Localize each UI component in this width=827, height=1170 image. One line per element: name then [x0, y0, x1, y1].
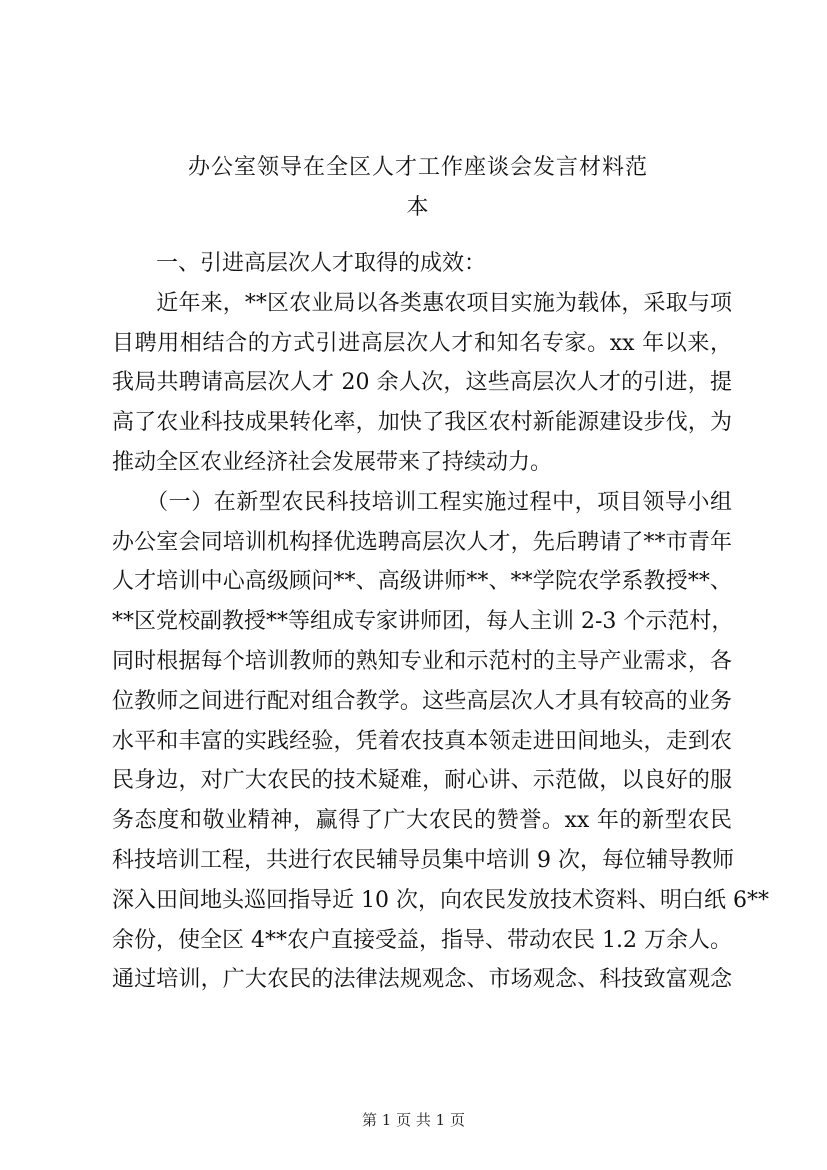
text-line: 务态度和敬业精神，赢得了广大农民的赞誉。xx 年的新型农民 [112, 808, 732, 834]
text-line: 通过培训，广大农民的法律法规观念、市场观念、科技致富观念 [112, 967, 732, 993]
text-line: 同时根据每个培训教师的熟知专业和示范村的主导产业需求，各 [112, 648, 732, 674]
text-line: 位教师之间进行配对组合教学。这些高层次人才具有较高的业务 [112, 688, 732, 714]
title-line: 办公室领导在全区人才工作座谈会发言材料范 [187, 155, 648, 180]
text-line: 深入田间地头巡回指导近 10 次，向农民发放技术资料、明白纸 6** [112, 887, 769, 913]
text-line: 办公室会同培训机构择优选聘高层次人才，先后聘请了**市青年 [112, 529, 732, 555]
title-line: 本 [406, 194, 430, 220]
text-line: 高了农业科技成果转化率，加快了我区农村新能源建设步伐，为 [112, 410, 732, 436]
page-number: 第 1 页 共 1 页 [362, 1111, 465, 1129]
text-line: 水平和丰富的实践经验，凭着农技真本领走进田间地头，走到农 [112, 728, 732, 754]
text-line: 推动全区农业经济社会发展带来了持续动力。 [112, 449, 553, 475]
text-line: **区党校副教授**等组成专家讲师团，每人主训 2-3 个示范村， [112, 609, 734, 635]
text-line: 近年来，**区农业局以各类惠农项目实施为载体，采取与项 [112, 290, 732, 316]
document-title [108, 148, 728, 228]
text-line: 我局共聘请高层次人才 20 余人次，这些高层次人才的引进，提 [112, 370, 732, 396]
text-line: 民身边，对广大农民的技术疑难，耐心讲、示范做，以良好的服 [112, 768, 732, 794]
text-line: （一）在新型农民科技培训工程实施过程中，项目领导小组 [112, 489, 732, 515]
text-line: 人才培训中心高级顾问**、高级讲师**、**学院农学系教授**、 [112, 569, 732, 595]
document-body [112, 244, 769, 1000]
paragraph-heading: 一、引进高层次人才取得的成效： [112, 251, 487, 276]
text-line: 目聘用相结合的方式引进高层次人才和知名专家。xx 年以来， [112, 330, 732, 356]
text-line: 科技培训工程，共进行农民辅导员集中培训 9 次，每位辅导教师 [112, 847, 734, 873]
text-line: 余份，使全区 4**农户直接受益，指导、带动农民 1.2 万余人。 [112, 927, 732, 953]
